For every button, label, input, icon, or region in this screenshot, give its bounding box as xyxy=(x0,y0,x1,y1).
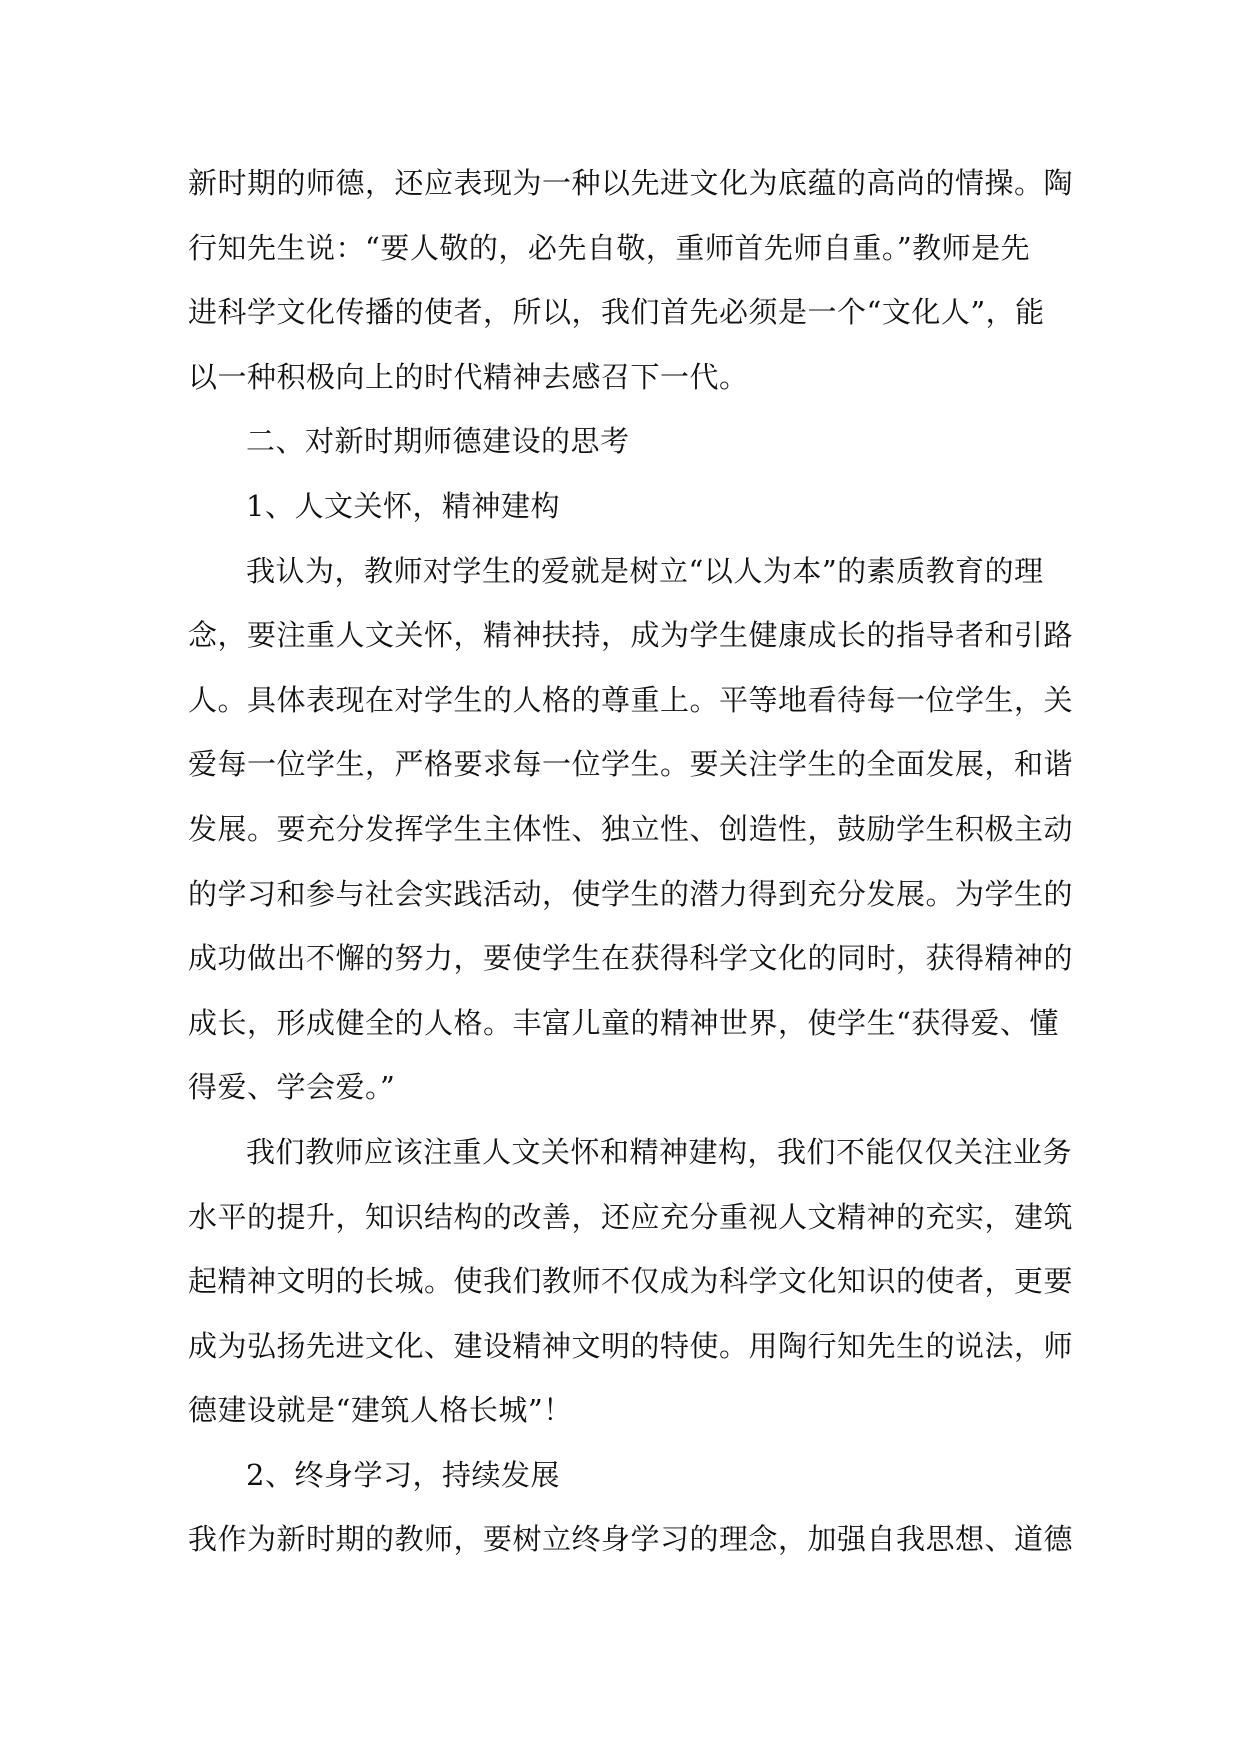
subsection-heading: 2、终身学习，持续发展 xyxy=(246,1457,560,1492)
text-line: 成为弘扬先进文化、建设精神文明的特使。用陶行知先生的说法，师 xyxy=(188,1328,1074,1363)
text-line: 的学习和参与社会实践活动，使学生的潜力得到充分发展。为学生的 xyxy=(188,876,1074,911)
text-line: 新时期的师德，还应表现为一种以先进文化为底蕴的高尚的情操。陶 xyxy=(188,166,1074,200)
text-line: 起精神文明的长城。使我们教师不仅成为科学文化知识的使者，更要 xyxy=(188,1264,1074,1299)
subsection-heading: 1、人文关怀，精神建构 xyxy=(246,488,560,523)
text-line: 行知先生说：“要人敬的，必先自敬，重师首先师自重。”教师是先 xyxy=(188,230,1031,265)
text-line: 成长，形成健全的人格。丰富儿童的精神世界，使学生“获得爱、懂 xyxy=(188,1005,1059,1040)
text-line: 成功做出不懈的努力，要使学生在获得科学文化的同时，获得精神的 xyxy=(188,941,1074,976)
text-line: 发展。要充分发挥学生主体性、独立性、创造性，鼓励学生积极主动 xyxy=(188,811,1074,846)
text-line: 进科学文化传播的使者，所以，我们首先必须是一个“文化人”，能 xyxy=(188,295,1045,330)
text-line: 我们教师应该注重人文关怀和精神建构，我们不能仅仅关注业务 xyxy=(246,1134,1073,1169)
text-line: 我作为新时期的教师，要树立终身学习的理念，加强自我思想、道德 xyxy=(188,1522,1074,1557)
text-line: 水平的提升，知识结构的改善，还应充分重视人文精神的充实，建筑 xyxy=(188,1199,1074,1234)
text-line: 得爱、学会爱。” xyxy=(188,1070,396,1105)
text-line: 德建设就是“建筑人格长城”！ xyxy=(188,1393,573,1428)
text-line: 念，要注重人文关怀，精神扶持，成为学生健康成长的指导者和引路 xyxy=(188,618,1074,653)
document-body xyxy=(188,151,1074,1572)
text-line: 以一种积极向上的时代精神去感召下一代。 xyxy=(188,359,749,394)
text-line: 爱每一位学生，严格要求每一位学生。要关注学生的全面发展，和谐 xyxy=(188,747,1074,782)
text-line: 我认为，教师对学生的爱就是树立“以人为本”的素质教育的理 xyxy=(246,553,1044,588)
section-heading: 二、对新时期师德建设的思考 xyxy=(246,424,630,459)
text-line: 人。具体表现在对学生的人格的尊重上。平等地看待每一位学生，关 xyxy=(188,682,1074,717)
